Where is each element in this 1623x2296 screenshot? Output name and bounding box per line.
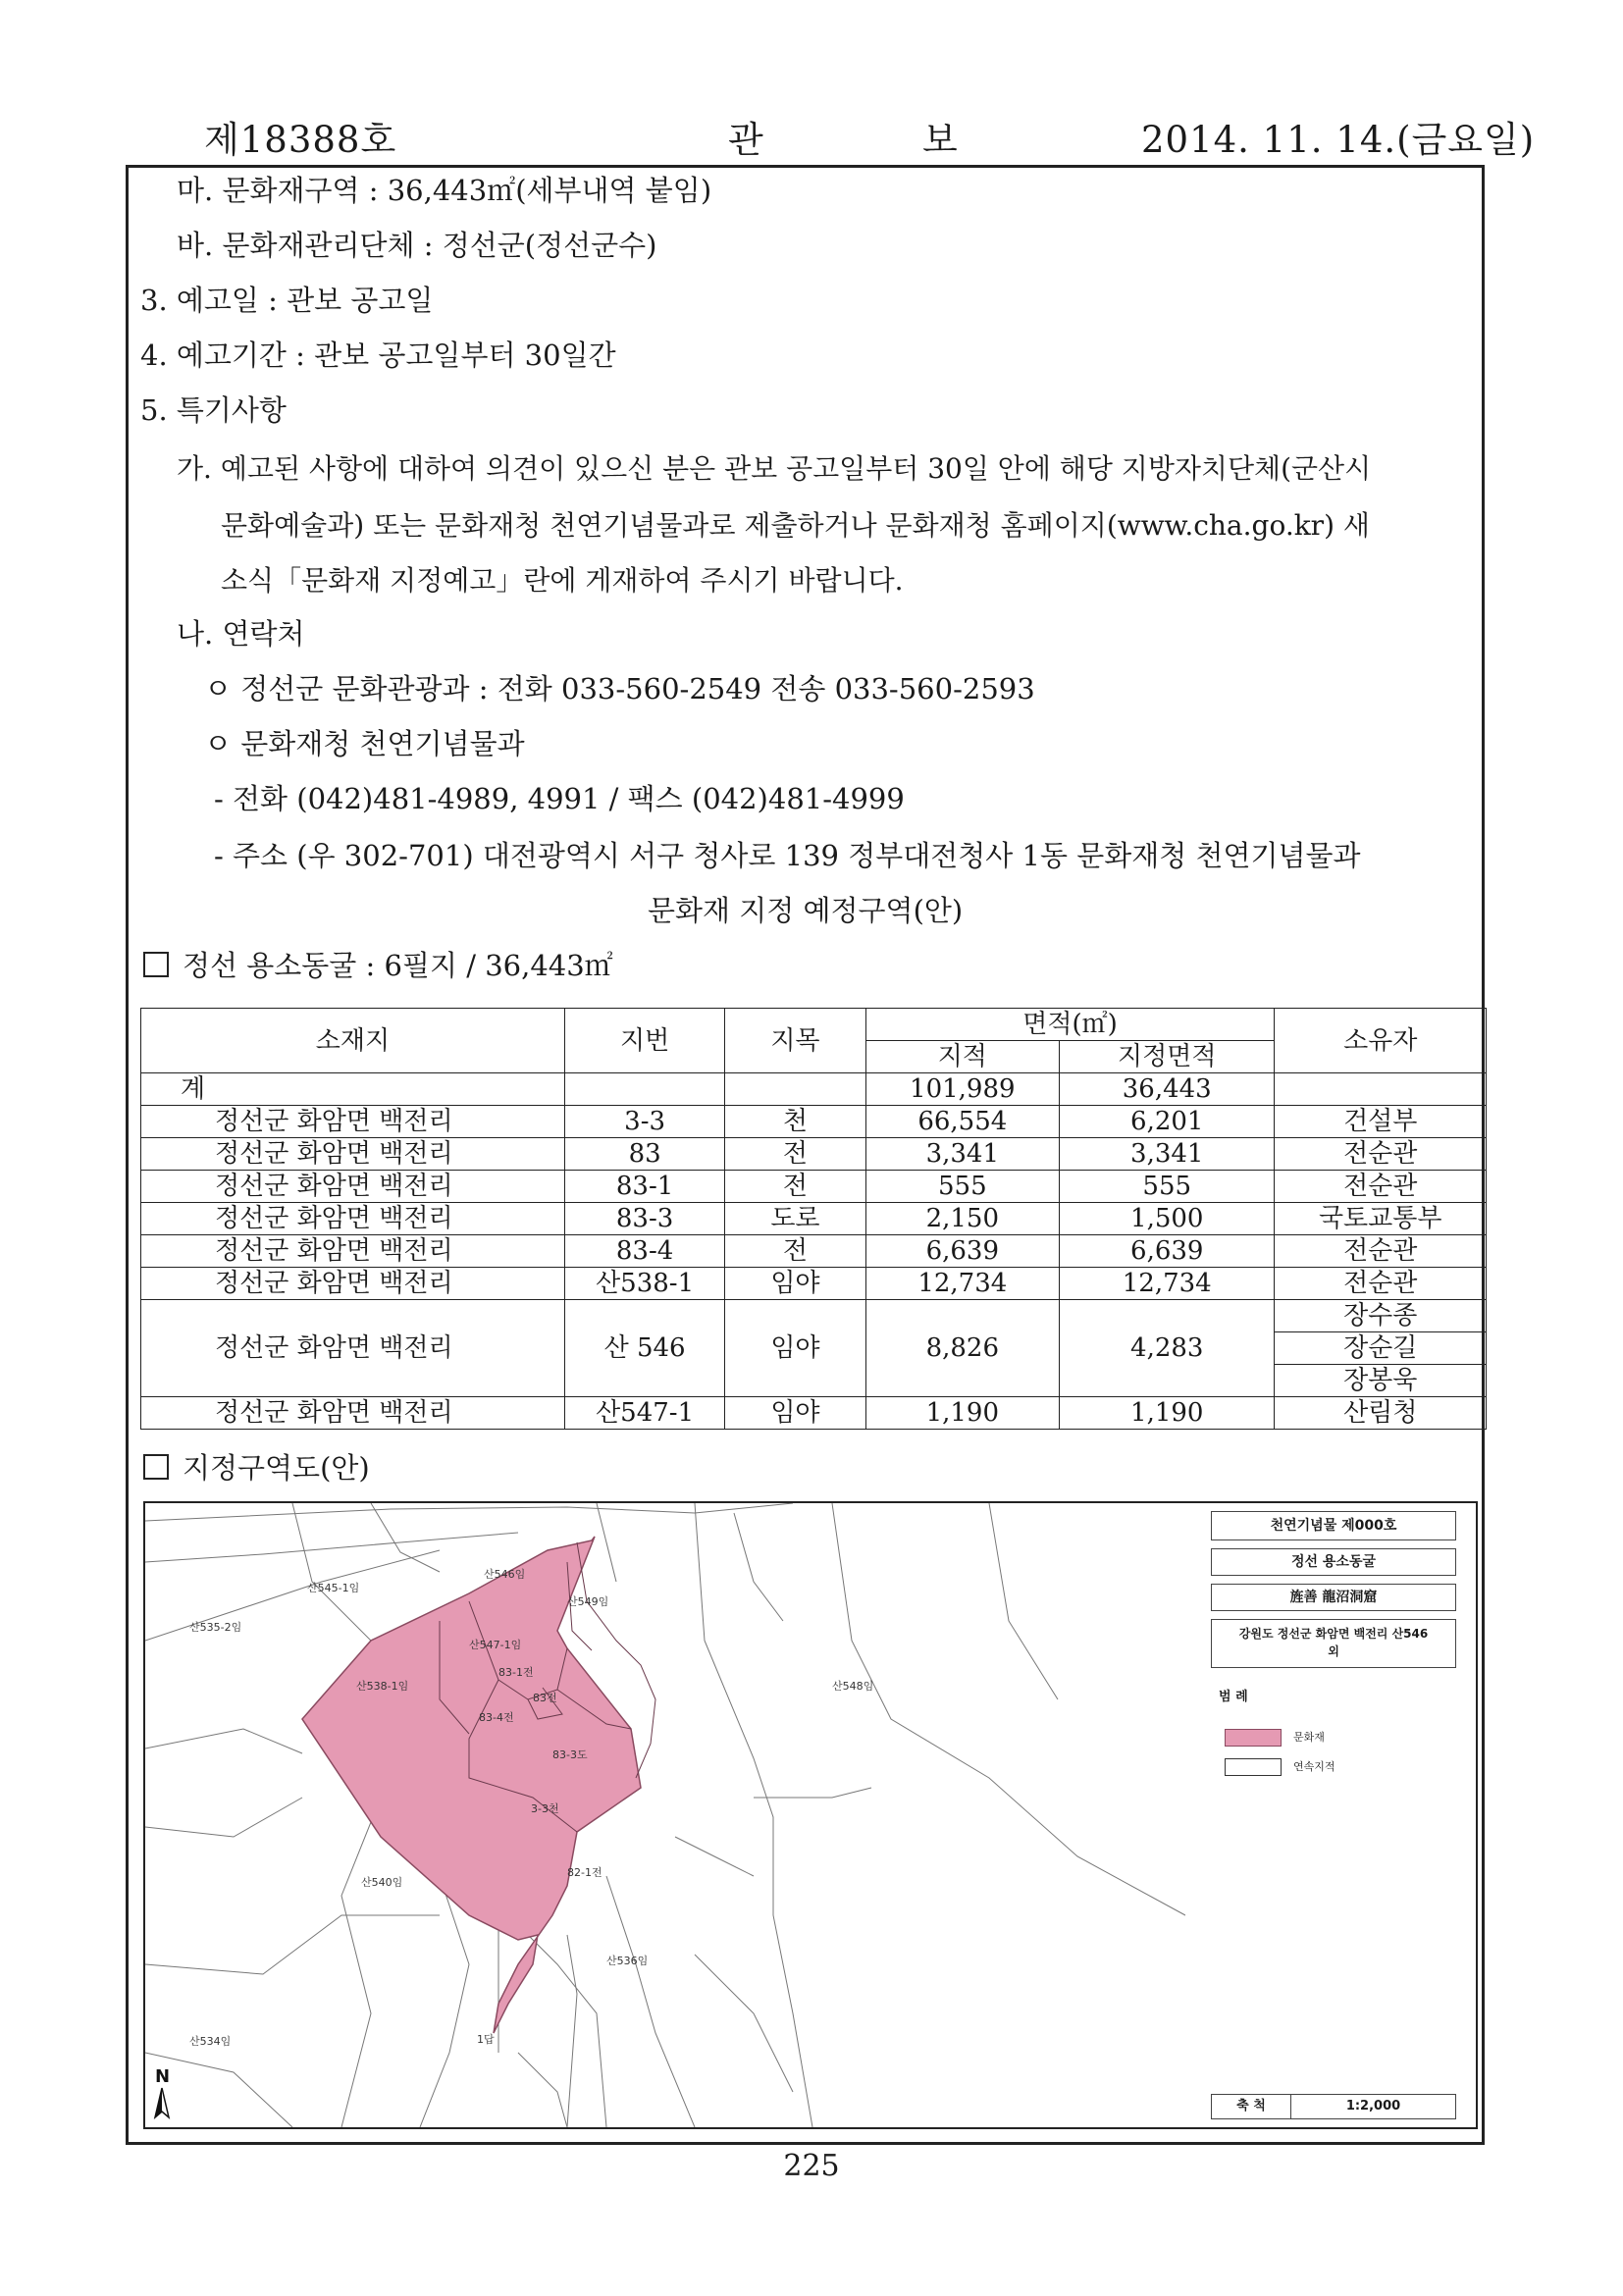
cell-owner: 장수종 (1275, 1300, 1487, 1332)
cell-area-designated: 6,639 (1060, 1235, 1275, 1268)
map-legend (1205, 1511, 1460, 2121)
gazette-title-left: 관 (728, 119, 764, 161)
lot-label: 산534임 (189, 2035, 232, 2048)
table-row (141, 1171, 1487, 1203)
cell-area-designated: 12,734 (1060, 1268, 1275, 1300)
legend-swatch-parcel (1225, 1758, 1282, 1776)
map-drawing (145, 1503, 1185, 2127)
lot-label: 83-1전 (498, 1666, 534, 1679)
cell-lot: 83 (564, 1138, 724, 1171)
cell-owner: 산림청 (1275, 1397, 1487, 1430)
header-lot: 지번 (564, 1009, 724, 1073)
cell-category: 전 (725, 1171, 865, 1203)
issue-date: 2014. 11. 14.(금요일) (1141, 119, 1536, 161)
body-line-14: 문화재 지정 예정구역(안) (648, 894, 964, 927)
total-area: 101,989 (865, 1073, 1059, 1106)
cell-location: 정선군 화암면 백전리 (141, 1300, 565, 1397)
cell-category: 전 (725, 1138, 865, 1171)
legend-hanja: 旌善 龍沼洞窟 (1211, 1584, 1456, 1611)
table-row (141, 1106, 1487, 1138)
legend-swatch-zone (1225, 1729, 1282, 1747)
header-area: 면적(㎡) (865, 1009, 1275, 1041)
lot-label: 83-4전 (479, 1711, 514, 1724)
cell-area-designated: 6,201 (1060, 1106, 1275, 1138)
table-row (141, 1300, 1487, 1332)
site-summary: 정선 용소동굴 : 6필지 / 36,443㎡ (183, 949, 613, 982)
cell-location: 정선군 화암면 백전리 (141, 1106, 565, 1138)
gazette-title-right: 보 (922, 119, 959, 161)
cell-lot: 산538-1 (564, 1268, 724, 1300)
legend-item-parcel: 연속지적 (1293, 1760, 1335, 1773)
table-row (141, 1138, 1487, 1171)
cell-owner: 전순관 (1275, 1171, 1487, 1203)
cell-owner: 전순관 (1275, 1268, 1487, 1300)
cell-location: 정선군 화암면 백전리 (141, 1171, 565, 1203)
page-number: 225 (783, 2149, 840, 2183)
body-line-10: ㅇ 정선군 문화관광과 : 전화 033-560-2549 전송 033-560-2593 (204, 672, 1035, 705)
lot-label: 1답 (477, 2033, 495, 2046)
cell-area-total: 8,826 (865, 1300, 1059, 1397)
cell-area-total: 6,639 (865, 1235, 1059, 1268)
body-line-6: 가. 예고된 사항에 대하여 의견이 있으신 분은 관보 공고일부터 30일 안에 해당 지방자치단체(군산시 (177, 452, 1372, 485)
cell-lot: 83-4 (564, 1235, 724, 1268)
svg-text:N: N (155, 2066, 171, 2087)
cell-area-designated: 1,500 (1060, 1203, 1275, 1235)
body-line-5: 5. 특기사항 (140, 393, 287, 427)
checkbox-square-icon (143, 1454, 169, 1480)
total-label: 계 (141, 1073, 565, 1106)
cell-area-designated: 1,190 (1060, 1397, 1275, 1430)
issue-number: 제18388호 (204, 119, 397, 161)
lot-label: 산549임 (567, 1595, 609, 1608)
lot-label: 산548임 (832, 1680, 874, 1693)
legend-heading: 범 례 (1219, 1690, 1248, 1704)
cell-lot: 83-3 (564, 1203, 724, 1235)
scale-value: 1:2,000 (1345, 2099, 1401, 2113)
cell-area-total: 1,190 (865, 1397, 1059, 1430)
lot-label: 산547-1임 (469, 1639, 522, 1651)
parcel-lines (145, 1503, 1185, 2127)
body-line-15 (143, 944, 613, 984)
body-line-16 (143, 1446, 370, 1487)
body-line-2: 바. 문화재관리단체 : 정선군(정선군수) (177, 229, 657, 262)
legend-name: 정선 용소동굴 (1211, 1548, 1456, 1576)
header-area-designated: 지정면적 (1060, 1041, 1275, 1073)
scale-label: 축 척 (1212, 2095, 1291, 2118)
table-row (141, 1203, 1487, 1235)
cell-owner: 전순관 (1275, 1235, 1487, 1268)
lot-label: 82-1전 (567, 1866, 602, 1879)
body-line-8: 소식「문화재 지정예고」란에 게재하여 주시기 바랍니다. (221, 564, 904, 597)
body-line-12: - 전화 (042)481-4989, 4991 / 팩스 (042)481-4999 (214, 782, 905, 815)
checkbox-square-icon (143, 952, 169, 977)
cell-category: 임야 (725, 1268, 865, 1300)
lot-label: 3-3천 (531, 1802, 559, 1815)
table-header-row (141, 1009, 1487, 1041)
header-category: 지목 (725, 1009, 865, 1073)
cell-area-total: 3,341 (865, 1138, 1059, 1171)
cell-area-designated: 4,283 (1060, 1300, 1275, 1397)
body-line-11: ㅇ 문화재청 천연기념물과 (204, 727, 525, 760)
cell-location: 정선군 화암면 백전리 (141, 1203, 565, 1235)
cell-location: 정선군 화암면 백전리 (141, 1235, 565, 1268)
table-row (141, 1397, 1487, 1430)
lot-label: 산540임 (361, 1876, 403, 1889)
scale-box (1211, 2094, 1456, 2119)
body-line-9: 나. 연락처 (177, 617, 305, 651)
cadastral-map (143, 1501, 1478, 2129)
cell-owner: 장순길 (1275, 1332, 1487, 1365)
lot-label: 산538-1임 (356, 1680, 409, 1693)
legend-location: 강원도 정선군 화암면 백전리 산546 외 (1211, 1619, 1456, 1668)
body-line-3: 3. 예고일 : 관보 공고일 (140, 284, 434, 317)
map-section-title: 지정구역도(안) (183, 1451, 370, 1485)
cell-lot: 3-3 (564, 1106, 724, 1138)
body-line-1: 마. 문화재구역 : 36,443㎡(세부내역 붙임) (177, 174, 712, 207)
cell-category: 임야 (725, 1397, 865, 1430)
total-designated: 36,443 (1060, 1073, 1275, 1106)
lot-label: 83-3도 (552, 1748, 588, 1761)
table-row (141, 1235, 1487, 1268)
cell-location: 정선군 화암면 백전리 (141, 1268, 565, 1300)
cell-owner: 국토교통부 (1275, 1203, 1487, 1235)
cell-area-total: 2,150 (865, 1203, 1059, 1235)
cell-location: 정선군 화암면 백전리 (141, 1397, 565, 1430)
cell-area-total: 555 (865, 1171, 1059, 1203)
table-row-total (141, 1073, 1487, 1106)
cell-category: 천 (725, 1106, 865, 1138)
cell-lot: 83-1 (564, 1171, 724, 1203)
body-line-4: 4. 예고기간 : 관보 공고일부터 30일간 (140, 339, 616, 372)
lot-label: 산546임 (484, 1568, 526, 1581)
cultural-property-zone (302, 1537, 641, 2033)
cell-category: 임야 (725, 1300, 865, 1397)
cell-location: 정선군 화암면 백전리 (141, 1138, 565, 1171)
cell-area-total: 12,734 (865, 1268, 1059, 1300)
cell-lot: 산 546 (564, 1300, 724, 1397)
cell-category: 도로 (725, 1203, 865, 1235)
header-area-total: 지적 (865, 1041, 1059, 1073)
cell-area-total: 66,554 (865, 1106, 1059, 1138)
land-parcel-table (140, 1008, 1487, 1430)
table-row (141, 1268, 1487, 1300)
body-line-7: 문화예술과) 또는 문화재청 천연기념물과로 제출하거나 문화재청 홈페이지(www.cha.go.kr) 새 (221, 509, 1370, 542)
cell-owner: 건설부 (1275, 1106, 1487, 1138)
cell-owner: 전순관 (1275, 1138, 1487, 1171)
body-line-13: - 주소 (우 302-701) 대전광역시 서구 청사로 139 정부대전청사 1동 문화재청 천연기념물과 (214, 839, 1361, 872)
cell-area-designated: 3,341 (1060, 1138, 1275, 1171)
north-arrow-icon (155, 2066, 170, 2117)
cell-lot: 산547-1 (564, 1397, 724, 1430)
cell-category: 전 (725, 1235, 865, 1268)
legend-item-zone: 문화재 (1293, 1731, 1325, 1744)
lot-label: 83전 (533, 1692, 557, 1704)
lot-label: 산536임 (606, 1955, 649, 1967)
lot-label: 산535-2임 (189, 1621, 242, 1634)
header-location: 소재지 (141, 1009, 565, 1073)
cell-owner: 장봉욱 (1275, 1365, 1487, 1397)
lot-label: 산545-1임 (307, 1582, 360, 1594)
legend-title: 천연기념물 제000호 (1211, 1511, 1456, 1540)
cell-area-designated: 555 (1060, 1171, 1275, 1203)
header-owner: 소유자 (1275, 1009, 1487, 1073)
